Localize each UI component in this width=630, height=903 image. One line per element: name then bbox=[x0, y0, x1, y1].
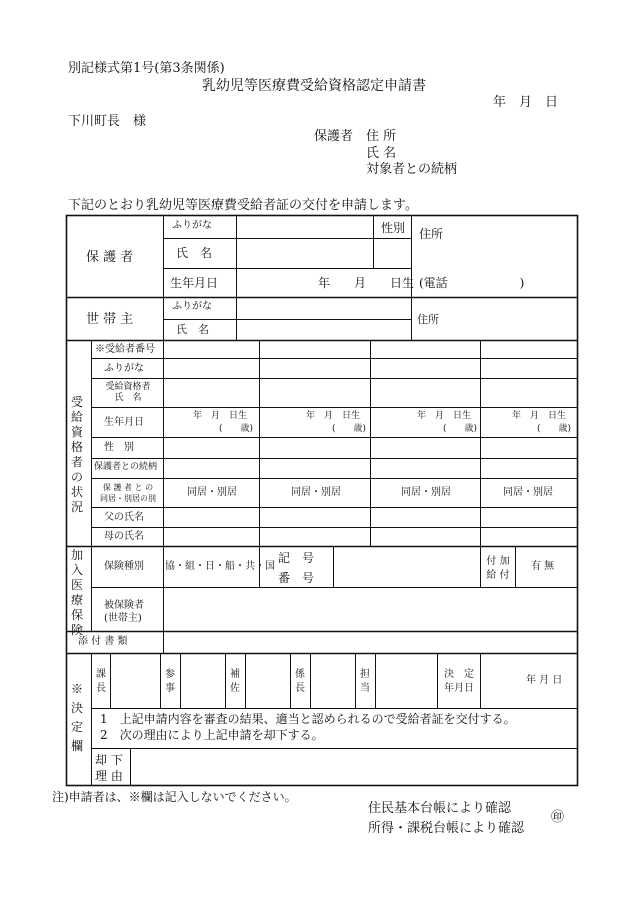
footer-note: 注)申請者は、※欄は記入しないでください。 bbox=[52, 790, 297, 804]
decision-option-2: 2 次の理由により上記申請を却下する。 bbox=[100, 728, 324, 742]
recipient-birth-cell-3: 年 月 日生 bbox=[417, 411, 472, 421]
recipient-age-cell-1: ( 歳) bbox=[219, 424, 254, 434]
form-number: 別記様式第1号(第3条関係) bbox=[68, 61, 225, 76]
recipient-cohabit-cell-4: 同居・別居 bbox=[503, 487, 553, 498]
applicant-relation-label: 対象者との続柄 bbox=[366, 162, 458, 177]
recipient-section-label: 受給資格者の状況 bbox=[70, 395, 83, 514]
recipient-age-cell-2: ( 歳) bbox=[332, 424, 367, 434]
guardian-birthdate-value: 年 月 日生 bbox=[318, 276, 415, 290]
householder-address-label: 住所 bbox=[417, 313, 439, 326]
recipient-name-label: 受給資格者 氏 名 bbox=[105, 382, 151, 403]
recipient-birth-cell-4: 年 月 日生 bbox=[512, 411, 567, 421]
guardian-phone-label: (電話 ) bbox=[419, 276, 525, 290]
insurance-type-label: 保険種別 bbox=[104, 561, 144, 572]
confirm-income-tax-register: 所得・課税台帳により確認 bbox=[368, 821, 525, 836]
householder-name-label: 氏 名 bbox=[176, 323, 209, 336]
decision-date-value: 年 月 日 bbox=[526, 675, 563, 686]
reject-reason-label: 却 下 理 由 bbox=[95, 753, 123, 783]
application-date: 年 月 日 bbox=[493, 95, 559, 110]
recipient-cohabit-cell-2: 同居・別居 bbox=[291, 487, 341, 498]
attachments-label: 添 付 書 類 bbox=[78, 636, 128, 647]
recipient-age-cell-4: ( 歳) bbox=[537, 424, 572, 434]
decision-date-label: 決 定 年月日 bbox=[444, 669, 474, 694]
insurance-symbol-label: 記 号 bbox=[278, 551, 315, 565]
recipient-sex-label: 性 別 bbox=[104, 442, 134, 453]
householder-section-label: 世 帯 主 bbox=[86, 312, 134, 327]
decision-section-label: ※決定欄 bbox=[70, 682, 83, 753]
applicant-name-label: 氏 名 bbox=[366, 146, 397, 161]
guardian-name-label: 氏 名 bbox=[176, 246, 213, 260]
recipient-birthdate-label: 生年月日 bbox=[104, 417, 144, 428]
approval-section-chief: 課 長 bbox=[96, 669, 106, 694]
recipient-furigana-label: ふりがな bbox=[104, 363, 144, 374]
insurance-benefit-value: 有 無 bbox=[531, 561, 555, 572]
recipient-relation-label: 保護者との続柄 bbox=[94, 462, 158, 472]
seal-icon: ㊞ bbox=[551, 810, 565, 825]
applicant-label: 保護者 bbox=[314, 129, 354, 144]
guardian-furigana-label: ふりがな bbox=[172, 220, 212, 231]
page-title: 乳幼児等医療費受給資格認定申請書 bbox=[202, 78, 426, 94]
recipient-birth-cell-2: 年 月 日生 bbox=[306, 411, 361, 421]
recipient-mother-label: 母の氏名 bbox=[104, 531, 144, 542]
insurance-type-options: 協・組・日・船・共・国 bbox=[165, 561, 275, 572]
intro-text: 下記のとおり乳幼児等医療費受給者証の交付を申請します。 bbox=[68, 198, 418, 213]
guardian-sex-label: 性別 bbox=[381, 221, 406, 235]
recipient-age-cell-3: ( 歳) bbox=[443, 424, 478, 434]
guardian-section-label: 保 護 者 bbox=[86, 250, 134, 265]
approval-unit-chief: 係 長 bbox=[295, 669, 305, 694]
recipient-father-label: 父の氏名 bbox=[104, 512, 144, 523]
addressee: 下川町長 様 bbox=[68, 114, 147, 129]
approval-counselor: 参 事 bbox=[165, 669, 175, 694]
insurance-section-label: 加入医療保険 bbox=[70, 548, 83, 637]
insured-person-label: 被保険者 (世帯主) bbox=[104, 600, 144, 624]
householder-furigana-label: ふりがな bbox=[172, 301, 212, 312]
recipient-birth-cell-1: 年 月 日生 bbox=[193, 411, 248, 421]
recipient-cohabit-label: 保 護 者 と の 同居・別居の別 bbox=[100, 483, 156, 503]
approval-assistant: 補 佐 bbox=[230, 669, 240, 694]
guardian-address-label: 住所 bbox=[419, 227, 444, 241]
recipient-cohabit-cell-1: 同居・別居 bbox=[187, 487, 237, 498]
recipient-number-label: ※受給者番号 bbox=[95, 344, 155, 355]
insurance-benefit-label: 付 加 給 付 bbox=[486, 556, 510, 581]
guardian-birthdate-label: 生年月日 bbox=[170, 276, 219, 290]
insurance-number-label: 番 号 bbox=[278, 571, 315, 585]
approval-staff: 担 当 bbox=[360, 669, 370, 694]
decision-option-1: 1 上記申請内容を審査の結果、適当と認められるので受給者証を交付する。 bbox=[100, 712, 516, 726]
confirm-resident-register: 住民基本台帳により確認 bbox=[368, 801, 512, 816]
recipient-cohabit-cell-3: 同居・別居 bbox=[401, 487, 451, 498]
applicant-address-label: 住 所 bbox=[366, 129, 397, 144]
